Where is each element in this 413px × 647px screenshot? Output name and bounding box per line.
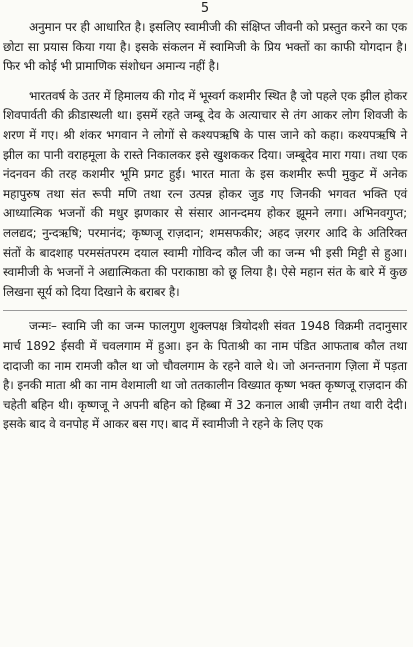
birth-heading: जन्मः– <box>29 319 57 334</box>
kashmir-paragraph: भारतवर्ष के उतर में हिमालय की गोद में भूस्वर्ग कशमीर स्थित है जो पहले एक झील होकर शिवपार्वती की क्रीडास्थली था। इसमें रहते जम्बू देव के अत्याचार से तंग आकर लोग शिवजी के शरण में गए। श्री शंकर भगवान ने लोगों से कश्यपऋषि के पास जाने को कहा। कश्यपऋषि ने झील का पानी वराहमूला के रास्ते निकालकर इसे खुशककर दिया। जम्बूदेव मारा गया। तथा एक नंदनवन की तरह कशमीर भूमि प्रगट हुई। भारत माता के इस कशमीर रूपी मुकुट में अनेक महापुरुष तथा संत रूपी मणि तथा रत्न उत्पन्न होकर जुड गए जिनकी भगवत भक्ति एवं आध्यात्मिक भजनों की मधुर झणकार से संसार आनन्दमय होकर झूमने लगा। अभिनवगुप्त; ललद्यद; नुन्दऋषि; परमानंद; कृष्णजू राज़दान; शमसफकीर; अहद ज़रगर आदि के अतिरिक्त संतों के बादशाह परमसंतपरम दयाल स्वामी गोविन्द कौल जी का जन्म भी इसी मिट्टी से हुआ। स्वामीजी के भजनों ने अद्यात्मिकता की पराकाष्ठा को छू लिया है। ऐसे महान संत के बारे में कुछ लिखना सूर्य को दिया दिखाने के बराबर है। <box>3 88 407 299</box>
section-divider <box>3 310 407 311</box>
birth-paragraph <box>3 317 407 435</box>
birth-text: स्वामि जी का जन्म फालगुण शुक्लपक्ष त्रियोदशी संवत 1948 विक्रमी तदानुसार मार्च 1892 ईसवी में चवलगाम में हुआ। इन के पिताश्री का नाम पंडित आफताब कौल तथा दादाजी का नाम रामजी कौल था जो चौवलगाम के रहने वाले थे। जो अनन्तनाग ज़िला में पड़ता है। इनकी माता श्री का नाम वेशमाली था जो ततकालीन विख्यात कृष्ण भक्त कृष्णजू राज़दान की चहेती बहिन थी। कृष्णजू ने अपनी बहिन को हिब्बा में 32 कनाल आबी ज़मीन तथा वारी देदी। इसके बाद वे वनपोह में आकर बस गए। बाद में स्वामीजी ने रहने के लिए एक <box>3 319 407 432</box>
page-number: 5 <box>200 1 210 16</box>
intro-paragraph: अनुमान पर ही आधारित है। इसलिए स्वामीजी की संक्षिप्त जीवनी को प्रस्तुत करने का एक छोटा सा प्रयास किया गया है। इसके संकलन में स्वामिजी के प्रिय भक्तों का काफी योगदान है। फिर भी कोई भी प्रामाणिक संशोधन अमान्य नहीं है। <box>3 20 407 74</box>
